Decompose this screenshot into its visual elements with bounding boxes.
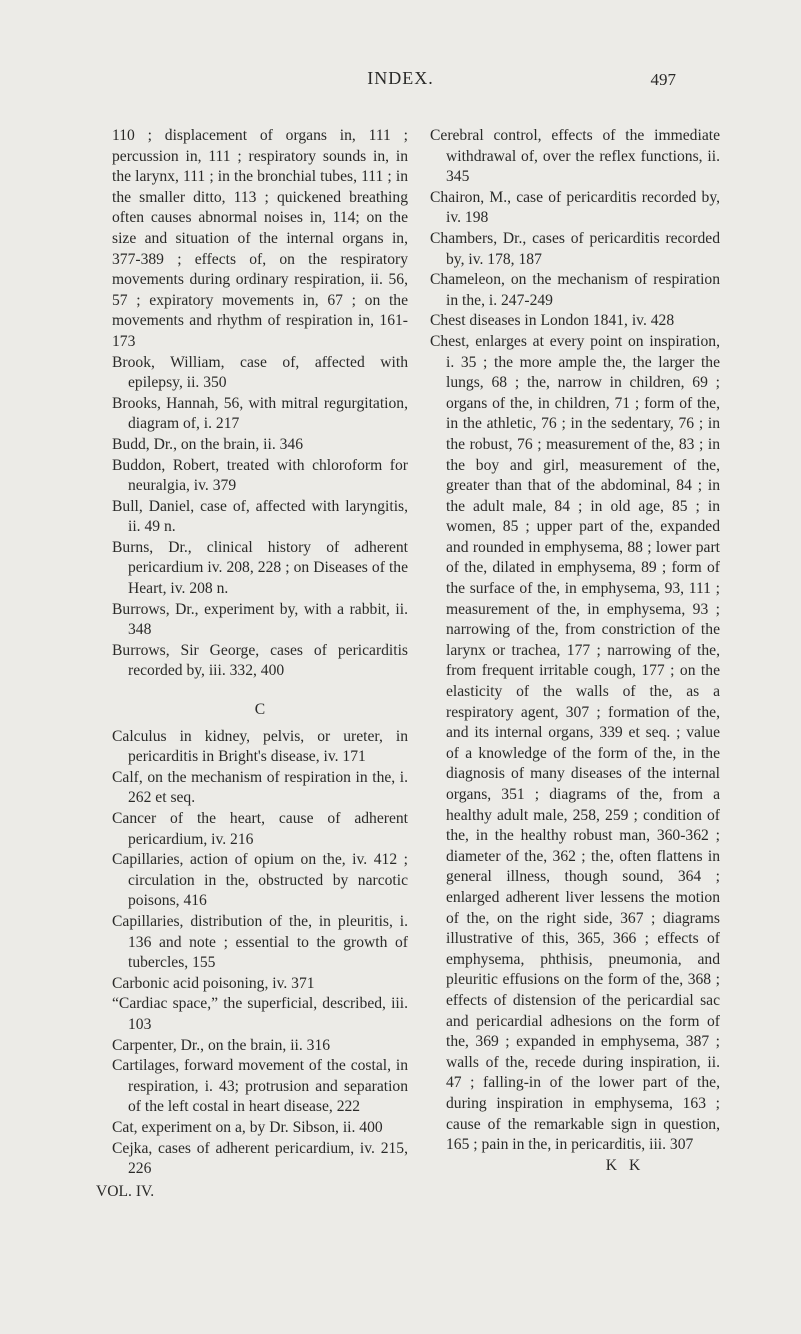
index-entry: Chairon, M., case of pericarditis recorded by, iv. 198	[430, 188, 720, 227]
index-entry: Bull, Daniel, case of, affected with laryngitis, ii. 49 n.	[112, 497, 408, 536]
index-entry: Brook, William, case of, affected with epilepsy, ii. 350	[112, 353, 408, 392]
signature-mark: K K	[605, 1156, 645, 1174]
right-column	[430, 126, 720, 1176]
index-entry: Capillaries, distribution of the, in pleuritis, i. 136 and note ; essential to the growth of tubercles, 155	[112, 912, 408, 972]
section-letter: C	[254, 701, 266, 719]
index-entry: Brooks, Hannah, 56, with mitral regurgitation, diagram of, i. 217	[112, 394, 408, 433]
page-number: 497	[650, 70, 676, 89]
index-entry: Cancer of the heart, cause of adherent pericardium, iv. 216	[112, 810, 408, 848]
index-entry: Budd, Dr., on the brain, ii. 346	[112, 435, 304, 453]
index-entry: Chest, enlarges at every point on inspiration, i. 35 ; the more ample the, the larger the lungs, 68 ; the, narrow in children, 69 ; organs of the, in children, 71 ; form of the, in the athletic, 76 ; in the sedentary, 76 ; in the robust, 76 ; measurement of the, 83 ; in the boy and girl, measurement of the, greater than that of the abdominal, 84 ; in the adult male, 84 ; in old age, 85 ; in women, 85 ; upper part of the, expanded and rounded in emphysema, 88 ; lower part of the, dilated in emphysema, 89 ; form of the surface of the, in emphysema, 93, 111 ; measurement of the, in emphysema, 93 ; narrowing of the, from constriction of the larynx or trachea, 177 ; narrowing of the, from frequent irritable cough, 177 ; on the elasticity of the walls of the, as a respiratory agent, 307 ; formation of the, and its internal organs, 339 et seq. ; value of a knowledge of the form of the, in the diagnosis of many diseases of the internal organs, 351 ; diagrams of the, from a healthy adult male, 258, 259 ; condition of the, in the healthy robust man, 360-362 ; diameter of the, 362 ; the, often flattens in general illness, though sound, 364 ; enlarged adherent liver lessens the motion of the, on the right side, 367 ; diagrams illustrative of this, 365, 366 ; effects of emphysema, phthisis, pneumonia, and pleuritic effusions on the form of the, 368 ; effects of distension of the pericardial sac and pericardial adhesions on the form of the, 369 ; expanded in emphysema, 387 ; walls of the, recede during inspiration, ii. 47 ; falling-in of the lower part of the, during inspiration in emphysema, 163 ; cause of the remarkable sign in question, 165 ; pain in the, in pericarditis, iii. 307	[430, 332, 720, 1154]
index-entry: Capillaries, action of opium on the, iv. 412 ; circulation in the, obstructed by narcotic poisons, 416	[112, 851, 408, 910]
index-entry: Burrows, Dr., experiment by, with a rabbit, ii. 348	[112, 600, 408, 639]
index-entry: Chambers, Dr., cases of pericarditis recorded by, iv. 178, 187	[430, 229, 720, 268]
index-entry: Cejka, cases of adherent pericardium, iv. 215, 226	[112, 1139, 408, 1178]
index-entry: Cat, experiment on a, by Dr. Sibson, ii. 400	[112, 1118, 383, 1136]
index-entry: Burns, Dr., clinical history of adherent pericardium iv. 208, 228 ; on Diseases of the Heart, iv. 208 n.	[112, 538, 408, 598]
index-entry: Cerebral control, effects of the immediate withdrawal of, over the reflex functions, ii. 345	[430, 127, 720, 186]
index-entry: Chameleon, on the mechanism of respiration in the, i. 247-249	[430, 271, 720, 309]
page-header	[0, 66, 801, 96]
index-entry: 110 ; displacement of organs in, 111 ; percussion in, 111 ; respiratory sounds in, in the larynx, 111 ; in the bronchial tubes, 111 ; in the smaller ditto, 113 ; quickened breathing often causes abnormal noises in, 114; on the size and situation of the internal organs in, 377-389 ; effects of, on the respiratory movements during ordinary respiration, ii. 56, 57 ; expiratory movements in, 67 ; on the movements and rhythm of respiration in, 161-173	[112, 127, 408, 350]
volume-footer: VOL. IV.	[96, 1182, 155, 1200]
index-entry: Carbonic acid poisoning, iv. 371	[112, 974, 315, 992]
left-column	[96, 126, 408, 1202]
running-title: INDEX.	[367, 68, 434, 88]
index-entry: Buddon, Robert, treated with chloroform for neuralgia, iv. 379	[112, 456, 408, 495]
index-entry: Chest diseases in London 1841, iv. 428	[430, 312, 675, 330]
index-entry: Calculus in kidney, pelvis, or ureter, in pericarditis in Bright's disease, iv. 171	[112, 727, 408, 766]
index-entry: Burrows, Sir George, cases of pericarditis recorded by, iii. 332, 400	[112, 641, 408, 680]
index-entry: Calf, on the mechanism of respiration in the, i. 262 et seq.	[112, 768, 408, 807]
index-entry: Carpenter, Dr., on the brain, ii. 316	[112, 1036, 331, 1054]
index-entry: Cartilages, forward movement of the costal, in respiration, i. 43; protrusion and separation of the left costal in heart disease, 222	[112, 1057, 408, 1116]
index-entry: “Cardiac space,” the superficial, described, iii. 103	[112, 995, 408, 1033]
